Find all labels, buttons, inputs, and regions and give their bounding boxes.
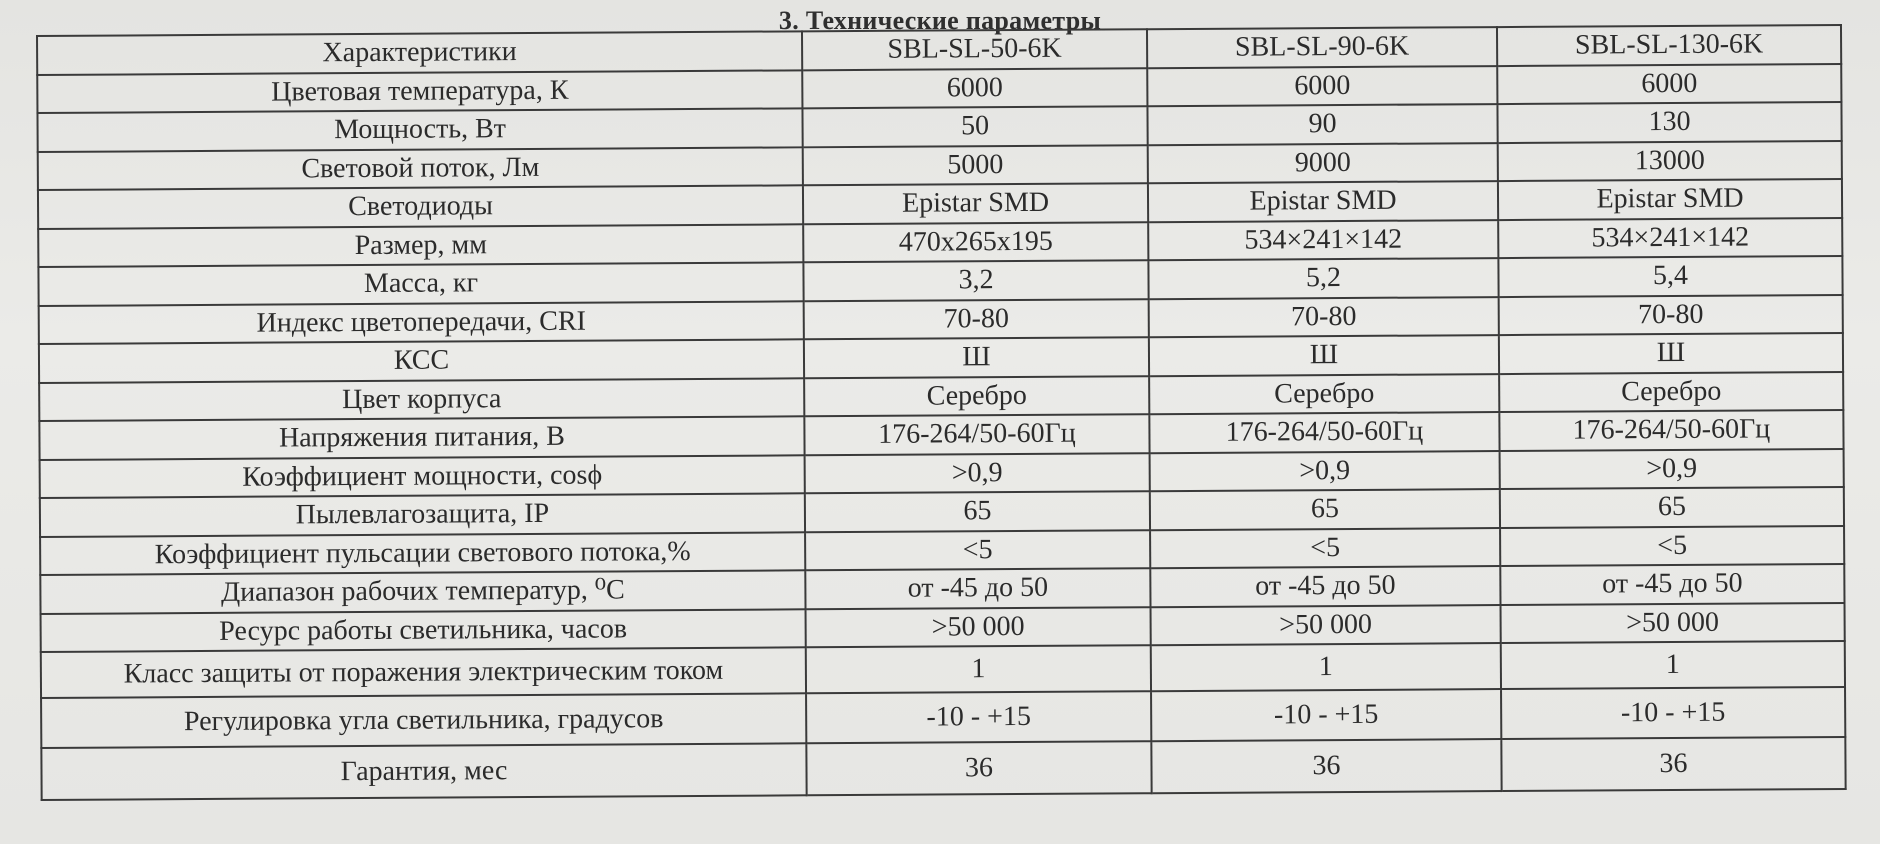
value-cell-model-50: -10 - +15: [806, 691, 1151, 743]
value-cell-model-50: 65: [805, 491, 1150, 532]
value-cell-model-130: 36: [1501, 737, 1845, 791]
value-cell-model-90: 6000: [1147, 66, 1497, 107]
value-cell-model-130: Epistar SMD: [1498, 179, 1842, 220]
value-cell-model-90: >0,9: [1150, 451, 1500, 492]
value-cell-model-90: -10 - +15: [1151, 689, 1501, 741]
value-cell-model-90: от -45 до 50: [1150, 566, 1500, 607]
value-cell-model-130: 176-264/50-60Гц: [1499, 410, 1843, 451]
header-cell-characteristic: Характеристики: [37, 31, 802, 74]
value-cell-model-50: 5000: [803, 145, 1148, 186]
row-label-cell: Мощность, Вт: [37, 108, 802, 151]
row-label-cell: Ресурс работы светильника, часов: [41, 609, 806, 652]
value-cell-model-130: >0,9: [1500, 448, 1844, 489]
row-label-cell: Диапазон рабочих температур, ⁰С: [40, 570, 805, 613]
header-cell-model-130: SBL-SL-130-6K: [1497, 25, 1841, 66]
document-title: 3. Технические параметры: [778, 6, 1102, 35]
value-cell-model-50: <5: [805, 530, 1150, 571]
row-label-cell: Светодиоды: [38, 185, 803, 228]
value-cell-model-90: 65: [1150, 489, 1500, 530]
header-cell-model-50: SBL-SL-50-6K: [802, 29, 1147, 70]
value-cell-model-90: 70-80: [1149, 297, 1499, 338]
value-cell-model-50: 470х265х195: [803, 222, 1148, 263]
value-cell-model-90: 534×241×142: [1148, 220, 1498, 261]
row-label-cell: Коэффициент пульсации светового потока,%: [40, 532, 805, 575]
value-cell-model-130: Ш: [1499, 333, 1843, 374]
value-cell-model-130: 130: [1497, 102, 1841, 143]
value-cell-model-130: 5,4: [1498, 256, 1842, 297]
row-label-cell: Индекс цветопередачи, CRI: [39, 301, 804, 344]
row-label-cell: Класс защиты от поражения электрическим током: [41, 647, 806, 698]
value-cell-model-50: от -45 до 50: [805, 568, 1150, 609]
row-label-cell: Цвет корпуса: [39, 378, 804, 421]
row-label-cell: Масса, кг: [38, 262, 803, 305]
row-label-cell: Напряжения питания, В: [39, 416, 804, 459]
value-cell-model-130: Серебро: [1499, 371, 1843, 412]
value-cell-model-50: 3,2: [803, 260, 1148, 301]
value-cell-model-90: <5: [1150, 528, 1500, 569]
value-cell-model-130: 6000: [1497, 63, 1841, 104]
row-label-cell: Коэффициент мощности, cosϕ: [40, 455, 805, 498]
row-label-cell: Размер, мм: [38, 224, 803, 267]
value-cell-model-50: >0,9: [805, 453, 1150, 494]
table-row: [41, 737, 1845, 800]
value-cell-model-90: 176-264/50-60Гц: [1149, 412, 1499, 453]
value-cell-model-90: 9000: [1148, 143, 1498, 184]
row-label-cell: КСС: [39, 339, 804, 382]
specifications-table: [36, 24, 1847, 801]
specifications-table-body: [37, 25, 1846, 800]
value-cell-model-130: 1: [1501, 641, 1845, 689]
value-cell-model-50: Epistar SMD: [803, 183, 1148, 224]
value-cell-model-50: 176-264/50-60Гц: [804, 414, 1149, 455]
value-cell-model-130: >50 000: [1501, 602, 1845, 643]
value-cell-model-90: Ш: [1149, 335, 1499, 376]
value-cell-model-90: 5,2: [1148, 258, 1498, 299]
header-cell-model-90: SBL-SL-90-6K: [1147, 27, 1497, 68]
value-cell-model-90: 1: [1151, 643, 1501, 691]
row-label-cell: Пылевлагозащита, IP: [40, 493, 805, 536]
value-cell-model-50: 50: [802, 106, 1147, 147]
value-cell-model-50: 1: [806, 645, 1151, 693]
value-cell-model-90: 36: [1151, 739, 1501, 793]
row-label-cell: Гарантия, мес: [41, 743, 806, 800]
value-cell-model-130: <5: [1500, 525, 1844, 566]
row-label-cell: Цветовая температура, К: [37, 70, 802, 113]
value-cell-model-90: >50 000: [1151, 605, 1501, 646]
value-cell-model-90: Серебро: [1149, 374, 1499, 415]
value-cell-model-50: 70-80: [804, 299, 1149, 340]
value-cell-model-50: Ш: [804, 337, 1149, 378]
value-cell-model-50: >50 000: [806, 607, 1151, 648]
value-cell-model-50: 36: [806, 741, 1151, 795]
value-cell-model-50: 6000: [802, 68, 1147, 109]
row-label-cell: Регулировка угла светильника, градусов: [41, 693, 806, 748]
value-cell-model-130: 13000: [1498, 140, 1842, 181]
value-cell-model-130: 70-80: [1499, 294, 1843, 335]
value-cell-model-90: Epistar SMD: [1148, 181, 1498, 222]
row-label-cell: Световой поток, Лм: [38, 147, 803, 190]
value-cell-model-130: от -45 до 50: [1500, 564, 1844, 605]
value-cell-model-130: -10 - +15: [1501, 687, 1845, 739]
value-cell-model-90: 90: [1147, 104, 1497, 145]
value-cell-model-50: Серебро: [804, 376, 1149, 417]
value-cell-model-130: 534×241×142: [1498, 217, 1842, 258]
value-cell-model-130: 65: [1500, 487, 1844, 528]
